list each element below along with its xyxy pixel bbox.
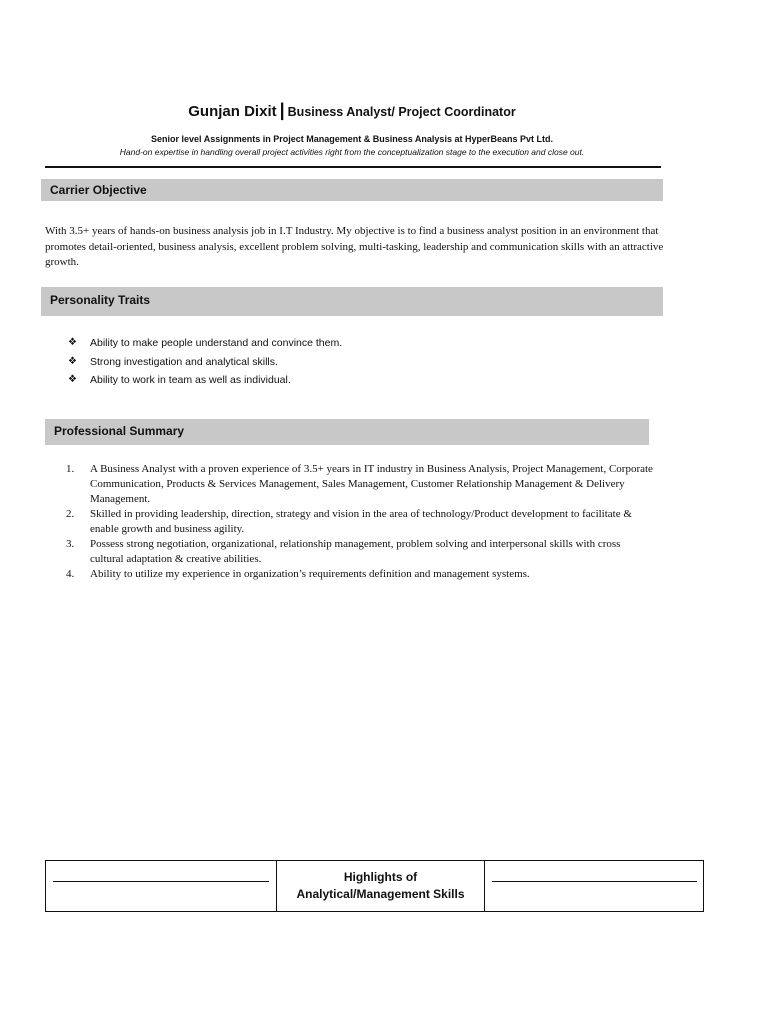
header-separator: | [279, 100, 285, 120]
highlights-title-line2: Analytical/Management Skills [296, 887, 465, 901]
summary-text: Skilled in providing leadership, direction, strategy and vision in the area of technology/Product development to facilitate & enable growth and business agility. [90, 508, 632, 535]
diamond-bullet-icon: ❖ [68, 355, 77, 367]
item-number: 4. [66, 568, 75, 580]
trait-text: Ability to make people understand and convince them. [90, 337, 343, 349]
section-heading-professional-summary: Professional Summary [45, 419, 649, 445]
candidate-name: Gunjan Dixit [188, 103, 277, 120]
right-rule [492, 881, 697, 882]
section-heading-personality-traits: Personality Traits [41, 287, 663, 316]
summary-text: A Business Analyst with a proven experience of 3.5+ years in IT industry in Business Analysis, Project Management, Corporate Communication, Products & Services Management, Sales Management, Customer Relationship Management & Delivery Management. [90, 463, 653, 505]
trait-text: Strong investigation and analytical skills. [90, 355, 278, 368]
list-item [68, 353, 628, 372]
highlights-left-cell [46, 861, 277, 911]
list-item [66, 462, 656, 507]
diamond-bullet-icon: ❖ [68, 374, 77, 385]
highlights-table [45, 860, 704, 912]
list-item [66, 567, 656, 582]
summary-text: Possess strong negotiation, organizational, relationship management, problem solving and interpersonal skills with cross cultural adaptation & creative abilities. [90, 538, 621, 565]
list-item [68, 371, 628, 390]
list-item [68, 334, 628, 353]
professional-summary-list [66, 462, 656, 582]
header-subline-assignments: Senior level Assignments in Project Management & Business Analysis at HyperBeans Pvt Ltd. [151, 134, 553, 144]
trait-text: Ability to work in team as well as individual. [90, 374, 291, 386]
resume-header [0, 100, 704, 121]
summary-text: Ability to utilize my experience in organization’s requirements definition and management systems. [90, 568, 530, 580]
list-item [66, 507, 656, 537]
left-rule [53, 881, 269, 882]
personality-traits-list [68, 334, 628, 390]
highlights-right-cell [485, 861, 703, 911]
highlights-title-cell [277, 861, 485, 911]
item-number: 2. [66, 508, 75, 520]
header-divider [45, 166, 661, 168]
item-number: 3. [66, 538, 75, 550]
list-item [66, 537, 656, 567]
diamond-bullet-icon: ❖ [68, 337, 77, 348]
section-heading-career-objective: Carrier Objective [41, 179, 663, 201]
header-subline-expertise: Hand-on expertise in handling overall project activities right from the conceptualization stage to the execution and close out. [119, 147, 585, 157]
item-number: 1. [66, 463, 75, 475]
highlights-title-line1: Highlights of [343, 870, 418, 884]
candidate-role: Business Analyst/ Project Coordinator [287, 105, 516, 119]
career-objective-text: With 3.5+ years of hands-on business analysis job in I.T Industry. My objective is to find a business analyst position in an environment that promotes detail-oriented, business analysis, excellent problem solving, multi-tasking, leadership and communication skills with an attractive growth. [45, 225, 664, 268]
